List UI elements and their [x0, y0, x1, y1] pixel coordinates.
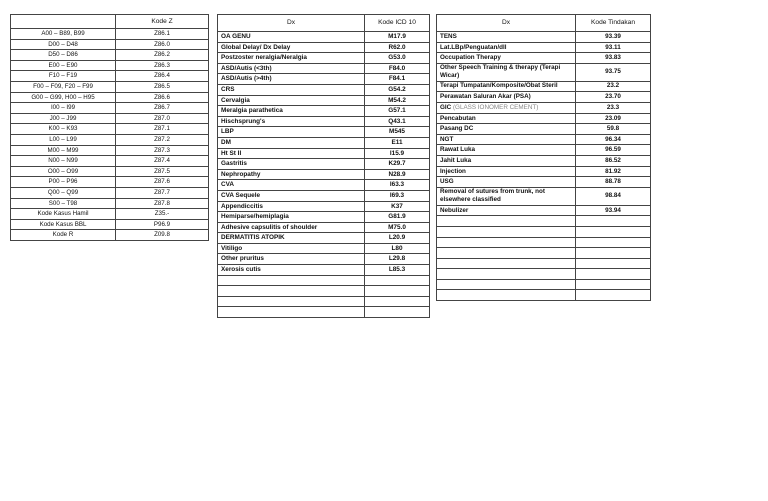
code-cell: 96.59	[576, 145, 651, 156]
table-header-row	[218, 15, 430, 32]
code-cell	[365, 286, 430, 297]
table-row	[218, 159, 430, 170]
code-cell	[576, 258, 651, 269]
column-header: Kode Tindakan	[576, 15, 651, 32]
table-header-row	[11, 15, 209, 29]
table-row	[218, 95, 430, 106]
code-cell: 93.39	[576, 32, 651, 43]
code-cell	[576, 237, 651, 248]
dx-cell	[218, 296, 365, 307]
code-cell	[365, 275, 430, 286]
code-cell: 88.78	[576, 177, 651, 188]
code-cell: G57.1	[365, 106, 430, 117]
table-row	[218, 233, 430, 244]
dx-cell: Injection	[437, 166, 576, 177]
code-cell: Z86.7	[116, 103, 209, 114]
code-cell: I69.3	[365, 190, 430, 201]
dx-cell: Kode Kasus Hamil	[11, 209, 116, 220]
table-row	[437, 205, 651, 216]
table-header-row	[437, 15, 651, 32]
column-header: Dx	[437, 15, 576, 32]
table-row	[437, 166, 651, 177]
table-row	[437, 226, 651, 237]
code-cell: G81.9	[365, 212, 430, 223]
table-row	[11, 156, 209, 167]
dx-cell: D00 – D48	[11, 39, 116, 50]
code-cell: Z87.3	[116, 145, 209, 156]
table-row	[11, 71, 209, 82]
code-cell: N28.9	[365, 169, 430, 180]
dx-cell: F10 – F19	[11, 71, 116, 82]
dx-cell: Hischsprung's	[218, 116, 365, 127]
dx-cell: P00 – P96	[11, 177, 116, 188]
table-row	[437, 216, 651, 227]
code-cell: I15.9	[365, 148, 430, 159]
code-cell	[576, 279, 651, 290]
dx-cell: Vitiligo	[218, 243, 365, 254]
code-cell: 81.92	[576, 166, 651, 177]
dx-cell: ASD/Autis (>4th)	[218, 74, 365, 85]
code-cell: Z87.1	[116, 124, 209, 135]
code-cell: Z87.5	[116, 166, 209, 177]
code-cell: Z87.7	[116, 187, 209, 198]
dx-cell: Kode Kasus BBL	[11, 219, 116, 230]
column-header: Dx	[218, 15, 365, 32]
code-cell	[576, 269, 651, 280]
table-row	[437, 42, 651, 53]
code-cell: Z87.6	[116, 177, 209, 188]
dx-cell: GIC (GLASS IONOMER CEMENT)	[437, 102, 576, 113]
dx-cell: Nephropathy	[218, 169, 365, 180]
table-row	[218, 53, 430, 64]
table-row	[218, 63, 430, 74]
dx-cell: L00 – L99	[11, 134, 116, 145]
table-row	[437, 155, 651, 166]
dx-cell: Postzoster neralgia/Neralgia	[218, 53, 365, 64]
table-row	[437, 63, 651, 81]
dx-cell: O00 – O99	[11, 166, 116, 177]
code-cell: 93.83	[576, 53, 651, 64]
table-row	[11, 177, 209, 188]
code-cell: M17.9	[365, 32, 430, 43]
table-row	[218, 74, 430, 85]
dx-cell: G00 – G99, H00 – H95	[11, 92, 116, 103]
table-row	[218, 190, 430, 201]
dx-cell	[437, 279, 576, 290]
table-row	[437, 145, 651, 156]
code-cell: K29.7	[365, 159, 430, 170]
code-cell: Z86.0	[116, 39, 209, 50]
dx-cell: D50 – D86	[11, 50, 116, 61]
table-row	[218, 265, 430, 276]
table-row	[218, 116, 430, 127]
dx-cell	[437, 269, 576, 280]
table-row	[11, 113, 209, 124]
dx-cell: Appendiccitis	[218, 201, 365, 212]
dx-cell: DERMATITIS ATOPIK	[218, 233, 365, 244]
code-cell: Z87.0	[116, 113, 209, 124]
table-row	[437, 269, 651, 280]
dx-cell: Ht St II	[218, 148, 365, 159]
code-cell: M545	[365, 127, 430, 138]
table-row	[11, 60, 209, 71]
procedure-code-table	[436, 14, 651, 301]
dx-cell: Other pruritus	[218, 254, 365, 265]
dx-cell: E00 – E90	[11, 60, 116, 71]
code-cell: Z87.8	[116, 198, 209, 209]
code-cell	[365, 296, 430, 307]
code-cell: G54.2	[365, 84, 430, 95]
dx-cell: Perawatan Saluran Akar (PSA)	[437, 92, 576, 103]
table-row	[437, 32, 651, 43]
dx-cell: Occupation Therapy	[437, 53, 576, 64]
dx-cell: N00 – N99	[11, 156, 116, 167]
code-cell: L20.9	[365, 233, 430, 244]
code-cell: 93.75	[576, 63, 651, 81]
code-cell: 59.8	[576, 124, 651, 135]
dx-cell: Meralgia parathetica	[218, 106, 365, 117]
code-cell	[576, 248, 651, 259]
table-row	[437, 92, 651, 103]
table-row	[11, 134, 209, 145]
code-cell: Z86.1	[116, 29, 209, 40]
table-row	[437, 187, 651, 205]
column-header: Kode ICD 10	[365, 15, 430, 32]
dx-cell: Pasang DC	[437, 124, 576, 135]
dx-cell: CRS	[218, 84, 365, 95]
table-row	[11, 219, 209, 230]
table-row	[218, 222, 430, 233]
dx-cell: Hemiparse/hemiplagia	[218, 212, 365, 223]
table-row	[218, 243, 430, 254]
dx-cell: Q00 – Q99	[11, 187, 116, 198]
dx-cell	[437, 216, 576, 227]
code-cell: Z86.2	[116, 50, 209, 61]
table-row	[437, 279, 651, 290]
dx-cell	[437, 248, 576, 259]
code-cell: F84.1	[365, 74, 430, 85]
code-cell	[576, 290, 651, 301]
dx-cell: Rawat Luka	[437, 145, 576, 156]
dx-cell: ASD/Autis (<3th)	[218, 63, 365, 74]
table-row	[218, 180, 430, 191]
dx-cell: LBP	[218, 127, 365, 138]
dx-cell: DM	[218, 137, 365, 148]
code-cell: Z87.2	[116, 134, 209, 145]
code-cell: 96.34	[576, 134, 651, 145]
dx-cell	[218, 307, 365, 318]
code-cell: 23.3	[576, 102, 651, 113]
table-row	[218, 32, 430, 43]
dx-cell: I00 – I99	[11, 103, 116, 114]
code-cell: 93.94	[576, 205, 651, 216]
dx-cell: A00 – B89, B99	[11, 29, 116, 40]
code-cell: 86.52	[576, 155, 651, 166]
table-row	[218, 254, 430, 265]
dx-cell: F00 – F09, F20 – F99	[11, 81, 116, 92]
table-row	[437, 53, 651, 64]
table-row	[437, 248, 651, 259]
table-row	[218, 169, 430, 180]
dx-cell: Xerosis cutis	[218, 265, 365, 276]
table-row	[11, 92, 209, 103]
code-cell: Z86.3	[116, 60, 209, 71]
dx-cell: OA GENU	[218, 32, 365, 43]
code-cell: 23.2	[576, 81, 651, 92]
table-row	[437, 134, 651, 145]
code-cell	[576, 226, 651, 237]
dx-cell	[437, 290, 576, 301]
table-row	[218, 212, 430, 223]
dx-cell: J00 – J99	[11, 113, 116, 124]
table-row	[11, 81, 209, 92]
dx-cell	[218, 286, 365, 297]
code-cell: L85.3	[365, 265, 430, 276]
dx-cell	[437, 237, 576, 248]
table-row	[218, 286, 430, 297]
table-row	[218, 127, 430, 138]
table-row	[11, 103, 209, 114]
dx-cell: S00 – T98	[11, 198, 116, 209]
dx-cell	[218, 275, 365, 286]
table-row	[437, 102, 651, 113]
code-cell: I63.3	[365, 180, 430, 191]
table-row	[218, 106, 430, 117]
table-row	[437, 258, 651, 269]
table-row	[218, 201, 430, 212]
dx-cell	[437, 258, 576, 269]
column-header: Kode Z	[116, 15, 209, 29]
table-row	[11, 50, 209, 61]
code-cell: Q43.1	[365, 116, 430, 127]
z-code-table	[10, 14, 209, 241]
code-cell: 23.09	[576, 113, 651, 124]
dx-cell: Gastritis	[218, 159, 365, 170]
table-row	[11, 124, 209, 135]
code-cell: 98.84	[576, 187, 651, 205]
dx-cell: M00 – M99	[11, 145, 116, 156]
dx-cell: Removal of sutures from trunk, not elsewhere classified	[437, 187, 576, 205]
gic-note: (GLASS IONOMER CEMENT)	[451, 103, 539, 111]
code-cell: Z86.5	[116, 81, 209, 92]
dx-cell: CVA	[218, 180, 365, 191]
code-cell: M54.2	[365, 95, 430, 106]
code-cell: Z86.4	[116, 71, 209, 82]
table-row	[437, 237, 651, 248]
table-row	[218, 275, 430, 286]
code-cell	[365, 307, 430, 318]
table-row	[11, 230, 209, 241]
code-cell: Z35.-	[116, 209, 209, 220]
dx-cell: K00 – K93	[11, 124, 116, 135]
table-row	[437, 290, 651, 301]
dx-cell: Lat.LBp/Penguatan/dll	[437, 42, 576, 53]
table-row	[11, 209, 209, 220]
table-row	[218, 296, 430, 307]
code-cell: Z87.4	[116, 156, 209, 167]
table-row	[218, 42, 430, 53]
icd10-code-table	[217, 14, 430, 318]
table-row	[437, 113, 651, 124]
table-row	[218, 137, 430, 148]
dx-cell: Nebulizer	[437, 205, 576, 216]
code-cell: L29.8	[365, 254, 430, 265]
table-row	[437, 177, 651, 188]
dx-cell: Adhesive capsulitis of shoulder	[218, 222, 365, 233]
table-row	[11, 198, 209, 209]
code-cell: Z86.6	[116, 92, 209, 103]
code-cell: L80	[365, 243, 430, 254]
dx-cell: Jahit Luka	[437, 155, 576, 166]
table-row	[11, 145, 209, 156]
dx-cell: Other Speech Training & therapy (Terapi Wicar)	[437, 63, 576, 81]
dx-cell: Kode R	[11, 230, 116, 241]
dx-cell: Terapi Tumpatan/Komposite/Obat Steril	[437, 81, 576, 92]
code-cell	[576, 216, 651, 227]
code-cell: P96.9	[116, 219, 209, 230]
table-row	[218, 307, 430, 318]
dx-cell: Cervalgia	[218, 95, 365, 106]
table-row	[437, 124, 651, 135]
code-cell: E11	[365, 137, 430, 148]
table-row	[218, 148, 430, 159]
code-cell: 23.70	[576, 92, 651, 103]
code-cell: K37	[365, 201, 430, 212]
table-row	[11, 29, 209, 40]
table-row	[11, 187, 209, 198]
table-row	[218, 84, 430, 95]
dx-cell: NGT	[437, 134, 576, 145]
code-cell: R62.0	[365, 42, 430, 53]
code-cell: M75.0	[365, 222, 430, 233]
dx-cell: Global Delay/ Dx Delay	[218, 42, 365, 53]
dx-cell: Pencabutan	[437, 113, 576, 124]
column-header	[11, 15, 116, 29]
table-row	[11, 39, 209, 50]
code-cell: G53.0	[365, 53, 430, 64]
code-cell: F84.0	[365, 63, 430, 74]
code-cell: Z09.8	[116, 230, 209, 241]
code-cell: 93.11	[576, 42, 651, 53]
dx-cell: CVA Sequele	[218, 190, 365, 201]
dx-cell: TENS	[437, 32, 576, 43]
dx-cell	[437, 226, 576, 237]
table-row	[437, 81, 651, 92]
table-row	[11, 166, 209, 177]
dx-cell: USG	[437, 177, 576, 188]
